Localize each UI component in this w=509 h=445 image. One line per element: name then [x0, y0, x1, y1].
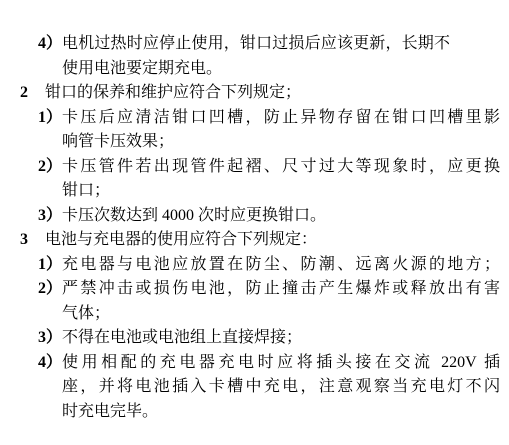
item-number: 2） [38, 280, 63, 297]
item-line [0, 326, 509, 351]
clause-number: 2 [20, 84, 28, 101]
clause-text: 电池与充电器的使用应符合下列规定： [45, 231, 318, 248]
item-number: 4） [38, 353, 63, 371]
item-number: 2） [38, 157, 63, 175]
item-line [0, 253, 500, 278]
item-continuation-line [0, 302, 509, 327]
sub-item [0, 351, 509, 425]
item-number: 3） [38, 329, 63, 346]
item-continuation-line [0, 375, 500, 400]
item-continuation-line [0, 179, 509, 204]
item-text: 座，并将电池插入卡槽中充电，注意观察当充电灯不闪 [62, 378, 500, 395]
sub-item [0, 32, 509, 81]
item-number: 4） [38, 35, 63, 52]
item-line [0, 351, 500, 376]
item-number: 1） [38, 255, 63, 273]
item-text: 钳口； [62, 182, 111, 199]
item-continuation-line [0, 57, 509, 82]
item-text: 使用相配的充电器充电时应将插头接在交流 220V 插 [62, 353, 500, 371]
item-line [0, 106, 500, 131]
clause-text: 钳口的保养和维护应符合下列规定； [45, 84, 302, 101]
item-text: 电机过热时应停止使用，钳口过损后应该更新，长期不 [62, 35, 450, 52]
item-text: 卡压管件若出现管件起褶、尺寸过大等现象时，应更换 [62, 157, 500, 175]
clause-line [0, 81, 509, 106]
item-number: 1） [38, 108, 63, 126]
clause-number: 3 [20, 231, 28, 248]
item-line [0, 277, 500, 302]
item-text: 使用电池要定期充电。 [62, 59, 223, 77]
item-line [0, 204, 509, 229]
item-text: 卡压后应清洁钳口凹槽，防止异物存留在钳口凹槽里影 [62, 108, 500, 126]
item-continuation-line [0, 400, 509, 425]
clause-item [0, 81, 509, 106]
sub-item [0, 106, 509, 155]
clause-line [0, 228, 509, 253]
item-text: 充电器与电池应放置在防尘、防潮、远离火源的地方； [62, 255, 500, 273]
sub-item [0, 277, 509, 326]
item-text: 响管卡压效果； [62, 133, 175, 150]
item-text: 不得在电池或电池组上直接焊接； [62, 329, 303, 346]
item-number: 3） [38, 206, 63, 224]
sub-item [0, 326, 509, 351]
item-line [0, 155, 500, 180]
item-continuation-line [0, 130, 509, 155]
item-text: 严禁冲击或损伤电池，防止撞击产生爆炸或释放出有害 [62, 280, 500, 297]
clause-item [0, 228, 509, 253]
item-text: 卡压次数达到 4000 次时应更换钳口。 [62, 206, 327, 224]
item-line [0, 32, 450, 57]
sub-item [0, 155, 509, 204]
item-text: 时充电完毕。 [62, 402, 159, 420]
sub-item [0, 253, 509, 278]
item-text: 气体； [62, 304, 111, 322]
sub-item [0, 204, 509, 229]
